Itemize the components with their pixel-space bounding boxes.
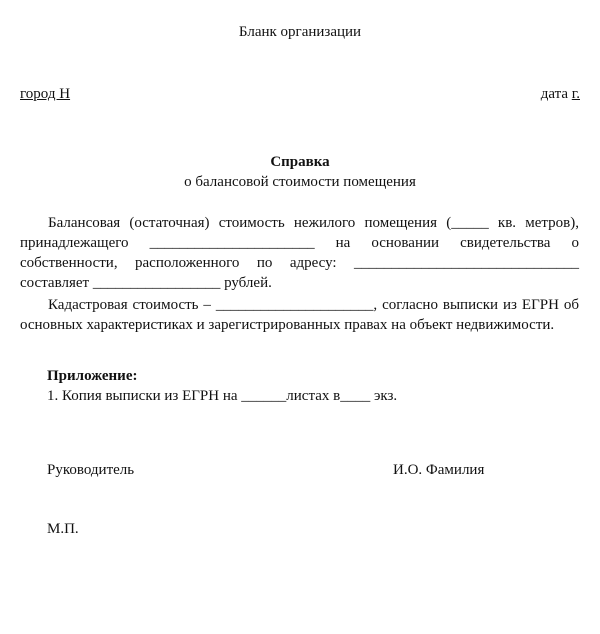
city-label: город Н: [20, 86, 71, 102]
signature-role: Руководитель: [47, 462, 135, 478]
document-body: [20, 213, 579, 337]
document-title: Справка: [270, 154, 330, 170]
organization-letterhead: Бланк организации: [238, 24, 362, 40]
attachment-heading: Приложение:: [47, 368, 138, 384]
paragraph-balance-value: Балансовая (остаточная) стоимость нежилого помещения (_____ кв. метров), принадлежащего ______________________ на основании свидетельства о собственности, расположенного по адресу: ______________________________ составляет _________________ рублей.: [20, 215, 579, 291]
document-subtitle: о балансовой стоимости помещения: [184, 174, 416, 190]
date-label: [541, 86, 580, 103]
date-text: дата: [540, 86, 572, 102]
attachment-item: 1. Копия выписки из ЕГРН на ______листах в____ экз.: [47, 388, 398, 404]
stamp-placeholder: М.П.: [47, 521, 79, 537]
signature-name: И.О. Фамилия: [393, 462, 485, 478]
date-year-suffix: г.: [571, 86, 580, 102]
paragraph-cadastral-value: Кадастровая стоимость – _____________________, согласно выписки из ЕГРН об основных характеристиках и зарегистрированных правах на объект недвижимости.: [20, 297, 579, 333]
